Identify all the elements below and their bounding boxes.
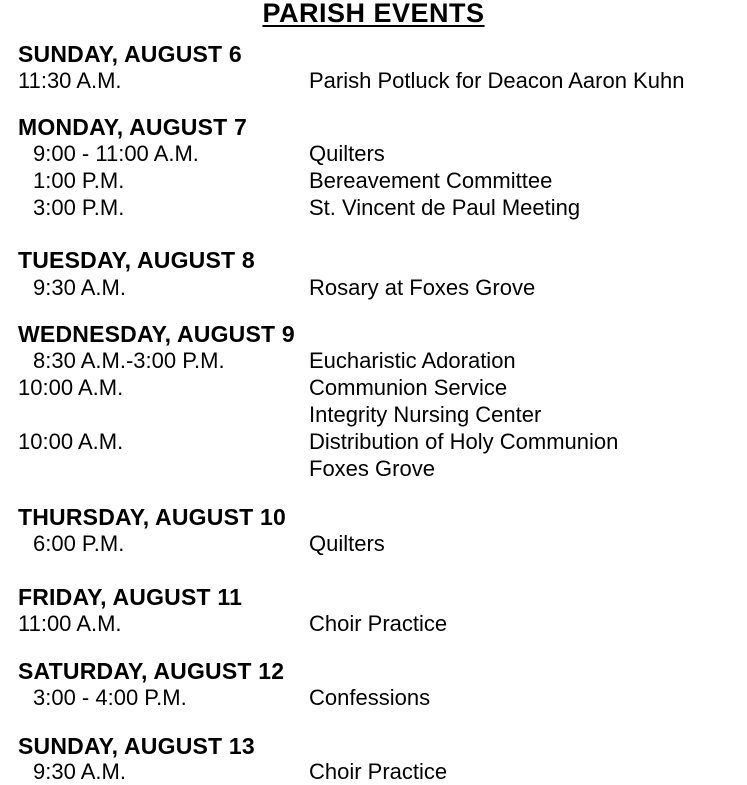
day-heading: FRIDAY, AUGUST 11 [18,584,243,610]
event-time: 3:00 - 4:00 P.M. [33,685,187,710]
event-row [0,402,747,428]
event-time: 1:00 P.M. [33,168,125,193]
event-row [0,685,747,711]
event-description: Eucharistic Adoration [309,348,516,373]
event-description: Parish Potluck for Deacon Aaron Kuhn [309,68,685,93]
event-row [0,141,747,167]
event-time: 11:00 A.M. [18,611,122,636]
event-time: 9:30 A.M. [33,759,126,784]
day-heading: THURSDAY, AUGUST 10 [18,504,286,530]
event-description: Quilters [309,531,385,556]
event-time: 9:00 - 11:00 A.M. [33,141,199,166]
event-row [0,759,747,785]
event-description: Choir Practice [309,759,448,784]
event-row [0,348,747,374]
event-row [0,68,747,94]
day-heading: WEDNESDAY, AUGUST 9 [18,321,295,347]
event-description: Communion Service [309,375,508,400]
title-text: PARISH EVENTS [262,0,485,28]
day-heading: MONDAY, AUGUST 7 [18,114,247,140]
event-time: 11:30 A.M. [18,68,122,93]
event-row [0,456,747,482]
event-description: Foxes Grove [309,456,435,481]
event-row [0,429,747,455]
page-title [0,0,747,29]
event-time: 9:30 A.M. [33,275,126,300]
event-row [0,168,747,194]
event-description: Distribution of Holy Communion [309,429,619,454]
event-description: Integrity Nursing Center [309,402,542,427]
event-description: Quilters [309,141,385,166]
event-row [0,375,747,401]
event-description: St. Vincent de Paul Meeting [309,195,581,220]
event-time: 6:00 P.M. [33,531,125,556]
event-description: Bereavement Committee [309,168,553,193]
event-time: 8:30 A.M.-3:00 P.M. [33,348,225,373]
event-row [0,531,747,557]
event-time: 10:00 A.M. [18,429,124,454]
event-time: 10:00 A.M. [18,375,124,400]
event-description: Confessions [309,685,431,710]
event-time: 3:00 P.M. [33,195,125,220]
event-row [0,195,747,221]
day-heading: SUNDAY, AUGUST 6 [18,41,242,67]
event-row [0,611,747,637]
event-description: Choir Practice [309,611,448,636]
event-row [0,275,747,301]
day-heading: SUNDAY, AUGUST 13 [18,733,255,759]
day-heading: TUESDAY, AUGUST 8 [18,247,255,273]
event-description: Rosary at Foxes Grove [309,275,536,300]
day-heading: SATURDAY, AUGUST 12 [18,658,285,684]
